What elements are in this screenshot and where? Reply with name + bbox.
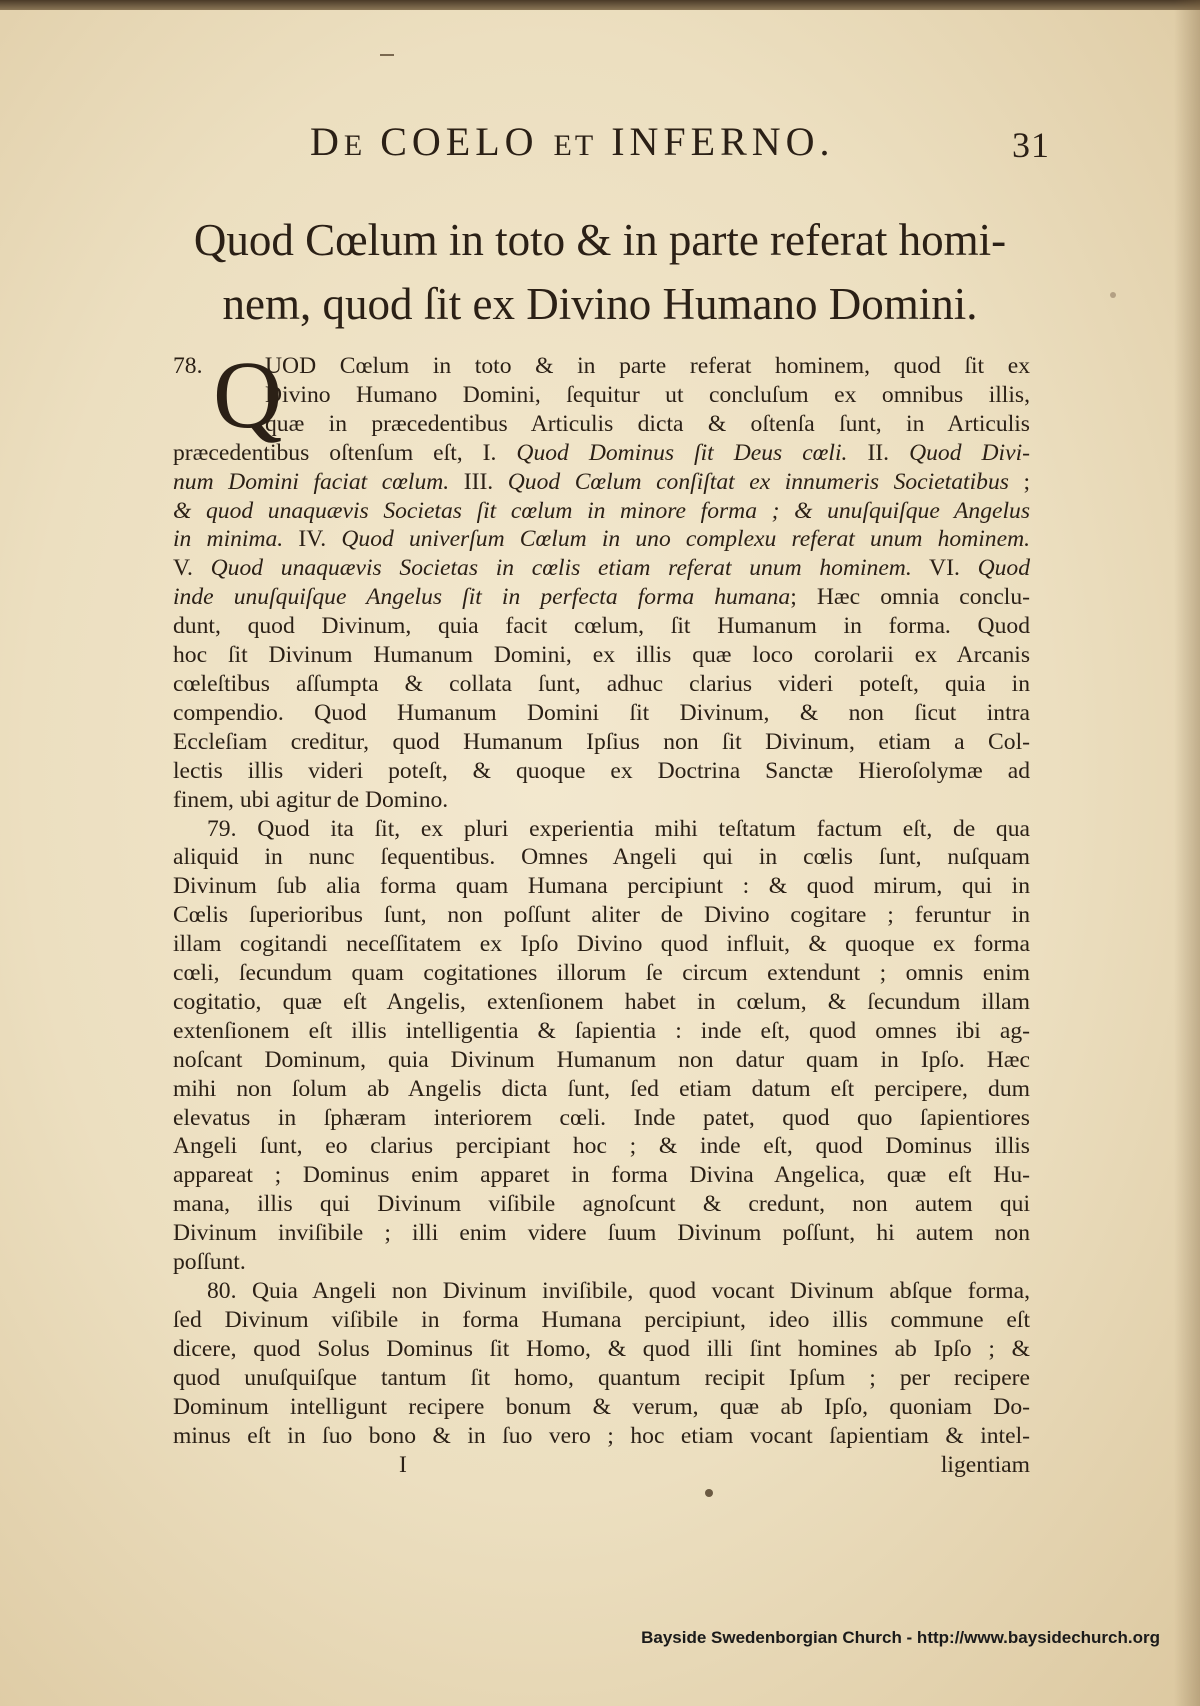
paragraph-79-line: illam cogitandi neceſſitatem ex Ipſo Divino quod influit, & quoque ex forma xyxy=(173,931,1030,958)
paragraph-78-line: inde unuſquiſque Angelus ſit in perfecta forma humana; Hæc omnia conclu- xyxy=(173,584,1031,611)
paragraph-78-line: & quod unaquævis Societas ſit cœlum in minore forma ; & unuſquiſque Angelus xyxy=(173,497,1030,524)
paragraph-80-line: Dominum intelligunt recipere bonum & verum, quæ ab Ipſo, quoniam Do- xyxy=(173,1393,1030,1420)
paragraph-79-line: cogitatio, quæ eſt Angelis, extenſionem habet in cœlum, & ſecundum illam xyxy=(173,988,1030,1015)
paragraph-79-line: Divinum ſub alia forma quam Humana percipiunt : & quod mirum, qui in xyxy=(173,873,1030,900)
paragraph-80-line: dicere, quod Solus Dominus ſit Homo, & quod illi ſint homines ab Ipſo ; & xyxy=(173,1335,1030,1362)
chapter-title xyxy=(150,208,1050,336)
page-number: 31 xyxy=(1012,125,1050,165)
paragraph-78-line: finem, ubi agitur de Domino. xyxy=(173,786,449,813)
paragraph-78-line: lectis illis videri poteſt, & quoque ex Doctrina Sanctæ Hieroſolymæ ad xyxy=(173,757,1030,784)
paragraph-78-line: in minima. IV. Quod univerſum Cœlum in uno complexu referat unum hominem. xyxy=(173,526,1031,553)
drop-cap: Q xyxy=(213,341,283,448)
paragraph-78-line: hoc ſit Divinum Humanum Domini, ex illis quæ loco corolarii ex Arcanis xyxy=(173,642,1030,669)
paragraph-79-line: Cœlis ſuperioribus ſunt, non poſſunt aliter de Divino cogitare ; feruntur in xyxy=(173,902,1030,929)
paragraph-78-line: compendio. Quod Humanum Domini ſit Divinum, & non ſicut intra xyxy=(173,699,1030,726)
paragraph-79-line: noſcant Dominum, quia Divinum Humanum non datur quam in Ipſo. Hæc xyxy=(173,1046,1030,1073)
paragraph-79-line: elevatus in ſphæram interiorem cœli. Inde patet, quod quo ſapientiores xyxy=(173,1104,1030,1131)
running-head-e: E xyxy=(343,129,366,162)
running-head-coelo: COELO xyxy=(380,119,539,164)
paragraph-78-line: num Domini faciat cœlum. III. Quod Cœlum conſiſtat ex innumeris Societatibus ; xyxy=(173,468,1031,495)
catchword: ligentiam xyxy=(940,1452,1030,1478)
paragraph-79-line: appareat ; Dominus enim apparet in forma Divina Angelica, quæ eſt Hu- xyxy=(173,1162,1030,1189)
paragraph-79-line: Angeli ſunt, eo clarius percipiant hoc ; & inde eſt, quod Dominus illis xyxy=(173,1133,1030,1160)
paragraph-79-line: mana, illis qui Divinum viſibile agnoſcunt & credunt, non autem qui xyxy=(173,1191,1030,1218)
page-top-edge xyxy=(0,0,1200,10)
paragraph-80-line: 80. Quia Angeli non Divinum inviſibile, quod vocant Divinum abſque forma, xyxy=(207,1278,1030,1304)
paragraph-78-line: 78. UOD Cœlum in toto & in parte referat hominem, quod ſit ex xyxy=(173,353,1030,379)
paragraph-79-line: extenſionem eſt illis intelligentia & ſapientia : inde eſt, quod omnes ibi ag- xyxy=(173,1017,1030,1044)
running-head-lead: D xyxy=(310,119,344,164)
running-head-et: ET xyxy=(553,129,597,162)
paragraph-79-line: aliquid in nunc ſequentibus. Omnes Angeli qui in cœlis ſunt, nuſquam xyxy=(173,844,1030,871)
paragraph-79-line: 79. Quod ita ſit, ex pluri experientia mihi teſtatum factum eſt, de qua xyxy=(207,815,1030,842)
page-mark xyxy=(380,54,394,56)
page-footer xyxy=(173,1452,1030,1482)
paragraph-78-line: præcedentibus oſtenſum eſt, I. Quod Dominus ſit Deus cœli. II. Quod Divi- xyxy=(173,439,1031,466)
ink-spot xyxy=(1110,292,1116,298)
paragraph-80-line: ſed Divinum viſibile in forma Humana percipiunt, ideo illis commune eſt xyxy=(173,1306,1030,1333)
paragraph-78-line: cœleſtibus aſſumpta & collata ſunt, adhuc clarius videri poteſt, quia in xyxy=(173,670,1030,697)
paragraph-80-line: quod unuſquiſque tantum ſit homo, quantum recipit Ipſum ; per recipere xyxy=(173,1364,1030,1391)
paragraph-79-line: Divinum inviſibile ; illi enim videre ſuum Divinum poſſunt, hi autem non xyxy=(173,1220,1030,1247)
paragraph-79-line: poſſunt. xyxy=(173,1249,246,1276)
chapter-title-line-2: nem, quod ſit ex Divino Humano Domini. xyxy=(222,279,978,329)
chapter-title-line-1: Quod Cœlum in toto & in parte referat homi- xyxy=(193,215,1007,265)
paragraph-78-line: Eccleſiam creditur, quod Humanum Ipſius non ſit Divinum, etiam a Col- xyxy=(173,728,1030,755)
paragraph-79-line: cœli, ſecundum quam cogitationes illorum ſe circum extendunt ; omnis enim xyxy=(173,960,1030,987)
body-text xyxy=(173,341,1031,1450)
paragraph-80-line: minus eſt in ſuo bono & in ſuo vero ; hoc etiam vocant ſapientiam & intel- xyxy=(173,1422,1030,1449)
paragraph-78-line: Divino Humano Domini, ſequitur ut concluſum ex omnibus illis, xyxy=(265,381,1030,408)
paragraph-78-line: V. Quod unaquævis Societas in cœlis etiam referat unum hominem. VI. Quod xyxy=(173,555,1030,582)
running-head-inferno: INFERNO. xyxy=(611,119,835,164)
paragraph-78-line: quæ in præcedentibus Articulis dicta & oſtenſa ſunt, in Articulis xyxy=(265,410,1030,437)
paragraph-number-78: 78. xyxy=(173,353,203,379)
signature-mark: I xyxy=(399,1452,407,1478)
page-right-edge-shadow xyxy=(1174,0,1200,1706)
source-watermark: Bayside Swedenborgian Church - http://www.baysidechurch.org xyxy=(641,1628,1160,1647)
paragraph-79-line: mihi non ſolum ab Angelis dicta ſunt, ſed etiam datum eſt percipere, dum xyxy=(173,1075,1030,1102)
paragraph-78-line: dunt, quod Divinum, quia facit cœlum, ſit Humanum in forma. Quod xyxy=(173,613,1030,640)
running-head xyxy=(310,118,930,165)
ink-spot xyxy=(705,1489,713,1497)
